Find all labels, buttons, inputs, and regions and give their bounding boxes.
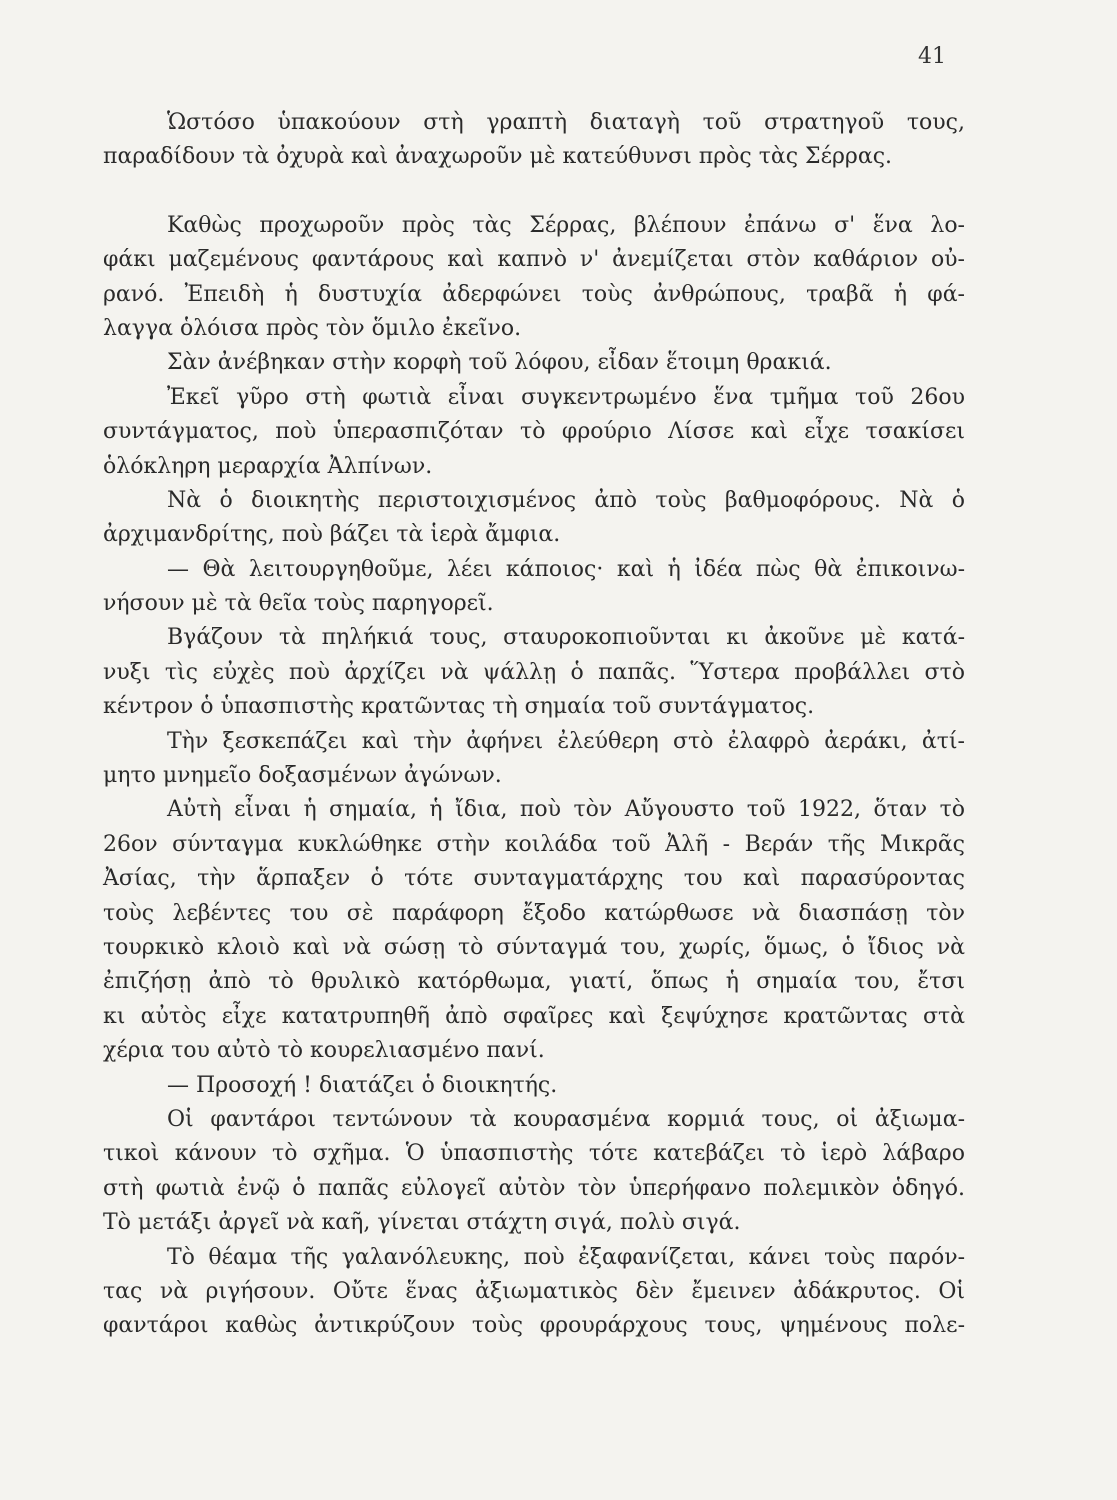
text-line: τουρκικὸ κλοιὸ καὶ νὰ σώσῃ τὸ σύνταγμά του, χωρίς, ὅμως, ὁ ἴδιος νὰ [103, 934, 965, 960]
paragraph-gap [103, 175, 965, 209]
text-line: 26ον σύνταγμα κυκλώθηκε στὴν κοιλάδα τοῦ Ἀλῆ - Βεράν τῆς Μικρᾶς [103, 831, 965, 857]
text-line: Σὰν ἀνέβηκαν στὴν κορφὴ τοῦ λόφου, εἶδαν ἕτοιμη θρακιά. [167, 350, 832, 376]
text-line: τοὺς λεβέντες του σὲ παράφορη ἔξοδο κατώρθωσε νὰ διασπάσῃ τὸν [103, 900, 965, 926]
text-line: Αὐτὴ εἶναι ἡ σημαία, ἡ ἴδια, ποὺ τὸν Αὔγουστο τοῦ 1922, ὅταν τὸ [167, 797, 965, 823]
text-line: ἐπιζήσῃ ἀπὸ τὸ θρυλικὸ κατόρθωμα, γιατί, ὅπως ἡ σημαία του, ἔτσι [103, 969, 965, 995]
text-line: νήσουν μὲ τὰ θεῖα τοὺς παρηγορεῖ. [103, 591, 494, 617]
text-line: τας νὰ ριγήσουν. Οὔτε ἕνας ἀξιωματικὸς δὲν ἔμεινεν ἀδάκρυτος. Οἱ [103, 1278, 965, 1304]
text-line: ἀρχιμανδρίτης, ποὺ βάζει τὰ ἱερὰ ἄμφια. [103, 522, 561, 548]
paragraph-4 [103, 381, 965, 484]
paragraph-9 [103, 793, 965, 1068]
text-line: ὁλόκληρη μεραρχία Ἀλπίνων. [103, 453, 433, 479]
text-line: Οἱ φαντάροι τεντώνουν τὰ κουρασμένα κορμιά τους, οἱ ἀξιωμα- [167, 1106, 965, 1132]
text-line: φαντάροι καθὼς ἀντικρύζουν τοὺς φρουράρχους τους, ψημένους πολε- [103, 1313, 965, 1339]
paragraph-6 [103, 553, 965, 622]
text-line: νυξι τὶς εὐχὲς ποὺ ἀρχίζει νὰ ψάλλῃ ὁ παπᾶς. Ὕστερα προβάλλει στὸ [103, 659, 965, 685]
paragraph-10 [103, 1069, 965, 1103]
text-line: Τὴν ξεσκεπάζει καὶ τὴν ἀφήνει ἐλεύθερη στὸ ἐλαφρὸ ἀεράκι, ἀτί- [167, 728, 965, 754]
paragraph-11 [103, 1103, 965, 1241]
text-line: Ὡστόσο ὑπακούουν στὴ γραπτὴ διαταγὴ τοῦ στρατηγοῦ τους, [167, 110, 965, 135]
text-line: Ἐκεῖ γῦρο στὴ φωτιὰ εἶναι συγκεντρωμένο ἕνα τμῆμα τοῦ 26ου [167, 384, 965, 410]
text-line: ρανό. Ἐπειδὴ ἡ δυστυχία ἀδερφώνει τοὺς ἀνθρώπους, τραβᾶ ἡ φά- [103, 281, 965, 307]
text-line: τικοὶ κάνουν τὸ σχῆμα. Ὁ ὑπασπιστὴς τότε κατεβάζει τὸ ἱερὸ λάβαρο [103, 1141, 965, 1167]
text-line: κι αὐτὸς εἶχε κατατρυπηθῆ ἀπὸ σφαῖρες καὶ ξεψύχησε κρατῶντας στὰ [103, 1003, 965, 1029]
paragraph-3 [103, 346, 965, 380]
page-number: 41 [918, 44, 946, 69]
text-line: φάκι μαζεμένους φαντάρους καὶ καπνὸ ν' ἀνεμίζεται στὸν καθάριον οὐ- [103, 247, 965, 273]
paragraph-2 [103, 209, 965, 347]
text-line: λαγγα ὁλόισα πρὸς τὸν ὅμιλο ἐκεῖνο. [103, 315, 522, 341]
text-line: παραδίδουν τὰ ὀχυρὰ καὶ ἀναχωροῦν μὲ κατεύθυνσι πρὸς τὰς Σέρρας. [103, 144, 893, 170]
text-line: — Προσοχή ! διατάζει ὁ διοικητής. [167, 1072, 558, 1098]
text-line: συντάγματος, ποὺ ὑπερασπιζόταν τὸ φρούριο Λίσσε καὶ εἶχε τσακίσει [103, 419, 965, 445]
text-line: Ἀσίας, τὴν ἅρπαξεν ὁ τότε συνταγματάρχης του καὶ παρασύροντας [103, 866, 965, 892]
paragraph-1 [103, 106, 965, 175]
paragraph-12 [103, 1241, 965, 1344]
paragraph-8 [103, 725, 965, 794]
text-line: Καθὼς προχωροῦν πρὸς τὰς Σέρρας, βλέπουν ἐπάνω σ' ἕνα λο- [167, 212, 965, 238]
text-line: Τὸ θέαμα τῆς γαλανόλευκης, ποὺ ἐξαφανίζεται, κάνει τοὺς παρόν- [167, 1244, 965, 1270]
text-line: — Θὰ λειτουργηθοῦμε, λέει κάποιος· καὶ ἡ ἰδέα πὼς θὰ ἐπικοινω- [167, 556, 965, 582]
paragraph-5 [103, 484, 965, 553]
text-line: κέντρον ὁ ὑπασπιστὴς κρατῶντας τὴ σημαία τοῦ συντάγματος. [103, 694, 815, 720]
text-line: Βγάζουν τὰ πηλήκιά τους, σταυροκοπιοῦνται κι ἀκοῦνε μὲ κατά- [167, 625, 965, 651]
text-body [103, 106, 965, 1344]
text-line: Νὰ ὁ διοικητὴς περιστοιχισμένος ἀπὸ τοὺς βαθμοφόρους. Νὰ ὁ [167, 487, 965, 513]
text-line: χέρια του αὐτὸ τὸ κουρελιασμένο πανί. [103, 1038, 545, 1064]
text-line: Τὸ μετάξι ἀργεῖ νὰ καῆ, γίνεται στάχτη σιγά, πολὺ σιγά. [103, 1210, 741, 1236]
paragraph-7 [103, 621, 965, 724]
text-line: στὴ φωτιὰ ἐνῷ ὁ παπᾶς εὐλογεῖ αὐτὸν τὸν ὑπερήφανο πολεμικὸν ὁδηγό. [103, 1175, 965, 1201]
text-line: μητο μνημεῖο δοξασμένων ἀγώνων. [103, 763, 502, 789]
